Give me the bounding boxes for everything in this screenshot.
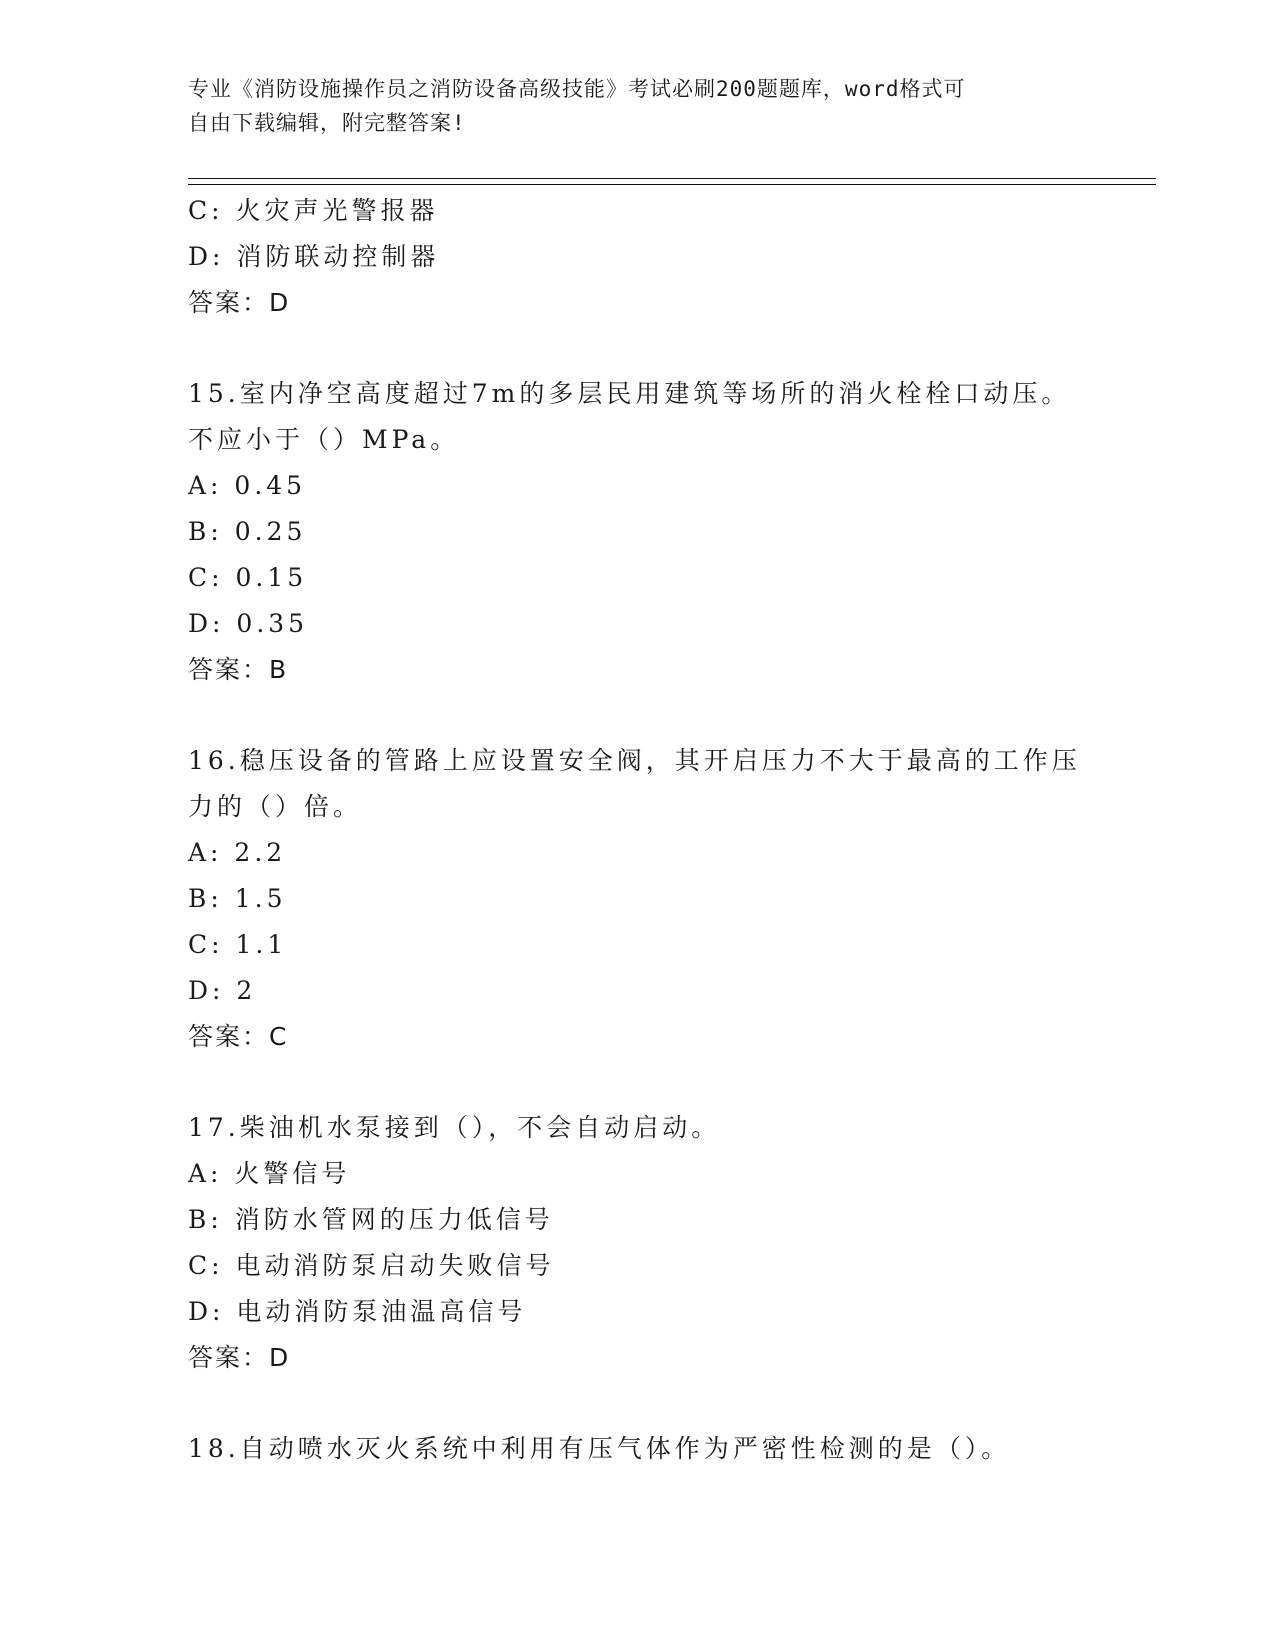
answer: 答案：C — [188, 1022, 289, 1051]
stem-line-1: 17.柴油机水泵接到（），不会自动启动。 — [188, 1113, 721, 1142]
header-rule-bottom — [188, 184, 1156, 185]
option-d: D: 消防联动控制器 — [188, 242, 440, 271]
answer: 答案：B — [188, 655, 289, 684]
header-rule-top — [188, 178, 1156, 179]
answer: 答案：D — [188, 288, 291, 317]
option-c: C: 火灾声光警报器 — [188, 196, 439, 225]
option-b: B: 消防水管网的压力低信号 — [188, 1205, 554, 1234]
question-stem — [188, 738, 1088, 830]
stem-line-1: 18.自动喷水灭火系统中利用有压气体作为严密性检测的是（）。 — [188, 1434, 1011, 1463]
question-16 — [188, 738, 1088, 1060]
option-c: C: 0.15 — [188, 563, 308, 592]
stem-line-2: 不应小于（）MPa。 — [188, 425, 460, 454]
option-b: B: 1.5 — [188, 884, 287, 913]
option-d: D: 2 — [188, 976, 257, 1005]
option-a: A: 0.45 — [188, 471, 307, 500]
question-14-continued — [188, 188, 1088, 326]
stem-line-2: 力的（）倍。 — [188, 792, 363, 821]
answer: 答案：D — [188, 1343, 291, 1372]
option-d: D: 电动消防泵油温高信号 — [188, 1297, 527, 1326]
question-list — [188, 188, 1088, 1472]
stem-line-1: 16.稳压设备的管路上应设置安全阀，其开启压力不大于最高的工作压 — [188, 746, 1081, 775]
header-line-1: 专业《消防设施操作员之消防设备高级技能》考试必刷200题题库，word格式可 — [188, 77, 966, 101]
question-stem — [188, 1105, 1088, 1151]
question-17 — [188, 1105, 1088, 1381]
option-a: A: 2.2 — [188, 838, 287, 867]
option-c: C: 1.1 — [188, 930, 288, 959]
question-15 — [188, 371, 1088, 693]
option-a: A: 火警信号 — [188, 1159, 351, 1188]
header-line-2: 自由下载编辑，附完整答案! — [188, 111, 466, 135]
stem-line-1: 15.室内净空高度超过7m的多层民用建筑等场所的消火栓栓口动压。 — [188, 379, 1071, 408]
option-c: C: 电动消防泵启动失败信号 — [188, 1251, 555, 1280]
option-d: D: 0.35 — [188, 609, 309, 638]
question-stem — [188, 1426, 1088, 1472]
question-stem — [188, 371, 1088, 463]
option-b: B: 0.25 — [188, 517, 307, 546]
document-header — [188, 72, 1088, 140]
question-18 — [188, 1426, 1088, 1472]
